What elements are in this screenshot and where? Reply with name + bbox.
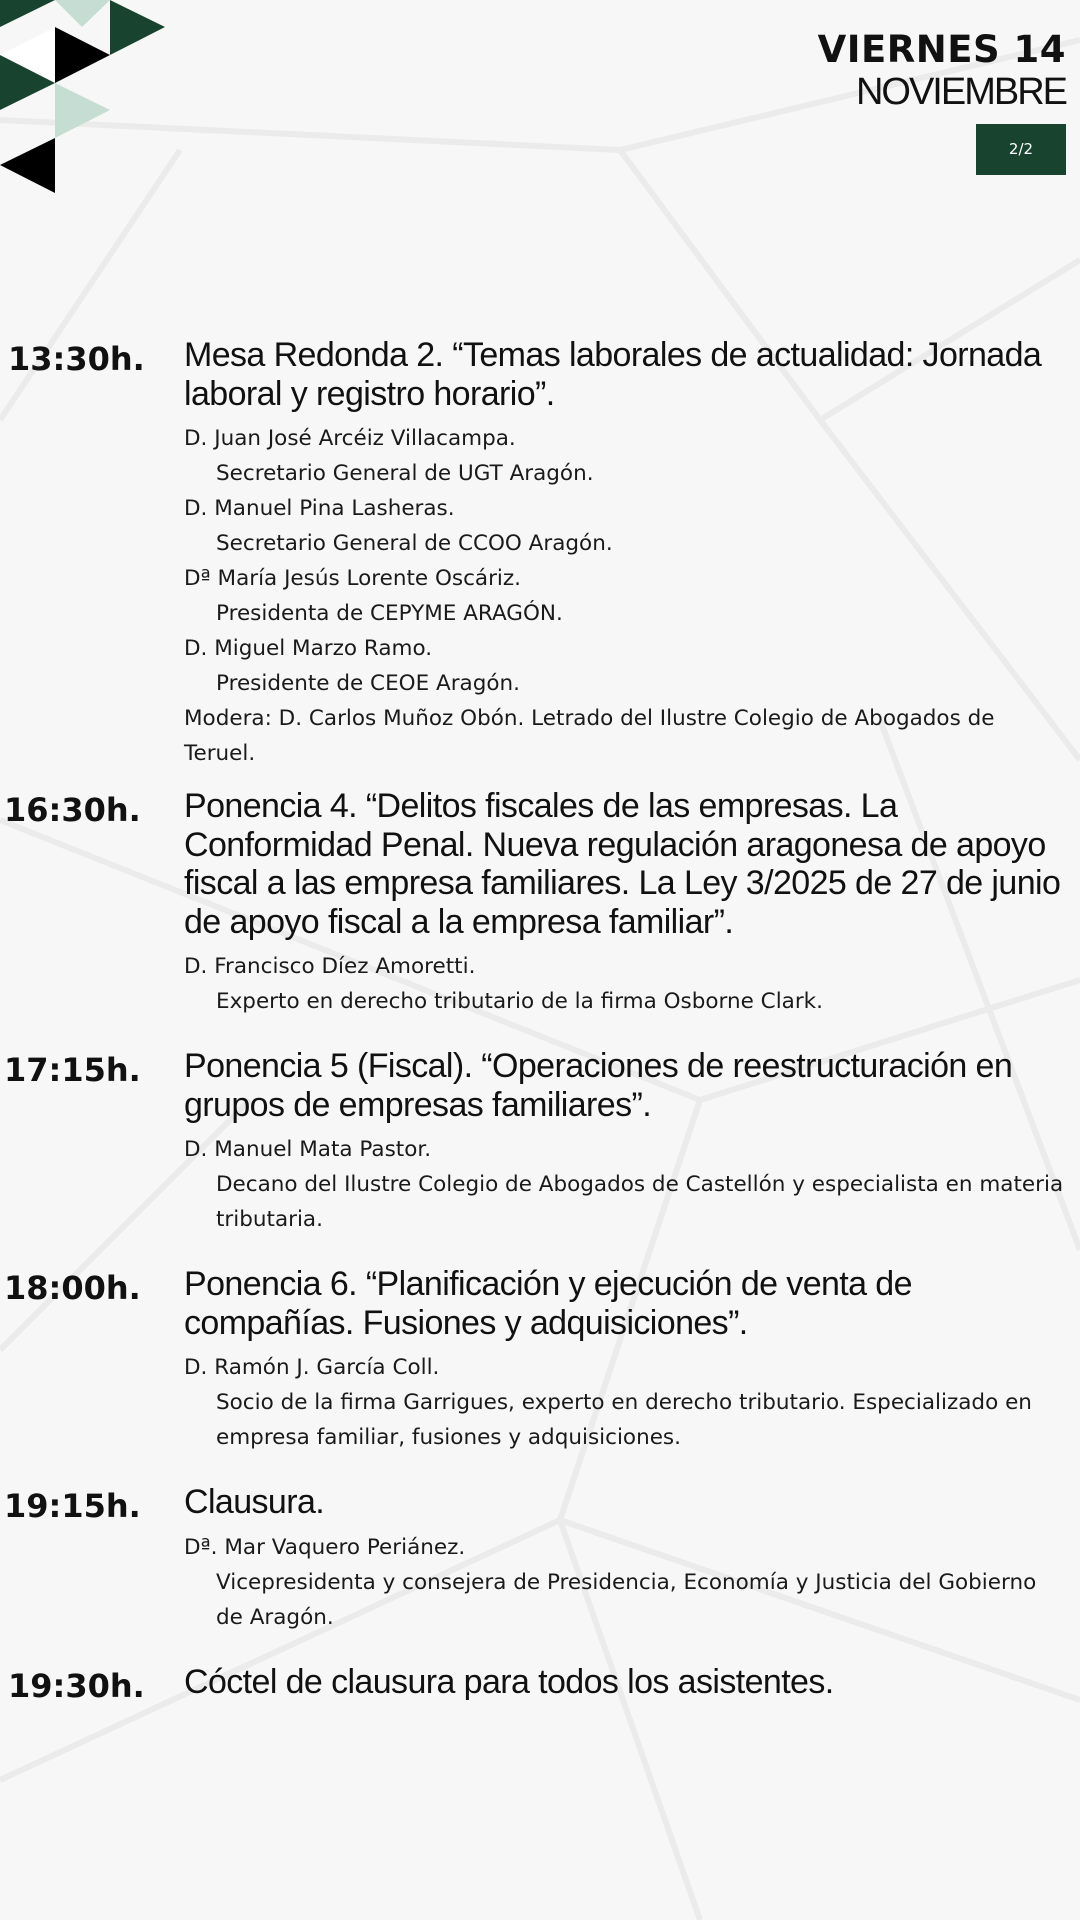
speaker-role: Socio de la firma Garrigues, experto en derecho tributario. Especializado en empresa familiar, fusiones y adquisiciones. <box>216 1390 1032 1450</box>
agenda-item <box>0 1047 1080 1237</box>
triangle-1 <box>0 0 55 27</box>
triangle-2 <box>55 0 110 27</box>
date-header <box>818 28 1066 112</box>
session-time: 17:15h. <box>4 1051 141 1089</box>
agenda-item <box>0 336 1080 771</box>
speaker-role: Presidente de CEOE Aragón. <box>216 671 520 696</box>
session-time: 19:15h. <box>4 1487 141 1525</box>
session-title: Ponencia 6. “Planificación y ejecución de venta de compañías. Fusiones y adquisiciones”. <box>184 1265 912 1342</box>
triangle-8 <box>0 138 55 193</box>
triangle-pattern-logo <box>0 0 170 200</box>
agenda-list <box>0 336 1080 1729</box>
speaker-name: D. Ramón J. García Coll. <box>184 1355 440 1380</box>
speaker-role: Presidenta de CEPYME ARAGÓN. <box>216 601 563 626</box>
triangle-7 <box>55 83 110 138</box>
date-day: VIERNES 14 <box>817 28 1066 71</box>
agenda-item <box>0 1483 1080 1635</box>
date-month: NOVIEMBRE <box>855 71 1066 113</box>
speaker-name: D. Manuel Pina Lasheras. <box>184 496 455 521</box>
session-time: 16:30h. <box>4 791 141 829</box>
speaker-role: Decano del Ilustre Colegio de Abogados de Castellón y especialista en materia tributaria. <box>216 1172 1064 1232</box>
session-title: Mesa Redonda 2. “Temas laborales de actualidad: Jornada laboral y registro horario”. <box>184 336 1042 413</box>
moderator-text: Modera: D. Carlos Muñoz Obón. Letrado del Ilustre Colegio de Abogados de Teruel. <box>184 706 995 766</box>
speaker-name: Dª. Mar Vaquero Periánez. <box>184 1534 466 1560</box>
session-title: Clausura. <box>184 1483 325 1521</box>
speaker-role: Vicepresidenta y consejera de Presidencia, Economía y Justicia del Gobierno de Aragón. <box>216 1569 1037 1630</box>
speaker-name: Dª María Jesús Lorente Oscáriz. <box>184 566 522 591</box>
agenda-item <box>0 787 1080 1019</box>
speaker-name: D. Juan José Arcéiz Villacampa. <box>184 426 516 451</box>
speaker-role: Secretario General de UGT Aragón. <box>216 461 594 486</box>
agenda-item <box>0 1265 1080 1455</box>
session-title: Ponencia 5 (Fiscal). “Operaciones de reestructuración en grupos de empresas familiares”. <box>184 1047 1013 1124</box>
triangle-5 <box>55 27 110 83</box>
agenda-item <box>0 1662 1080 1705</box>
session-title: Cóctel de clausura para todos los asistentes. <box>184 1662 834 1701</box>
session-time: 19:30h. <box>8 1666 145 1705</box>
session-time: 18:00h. <box>4 1269 141 1307</box>
speaker-name: D. Francisco Díez Amoretti. <box>184 954 476 979</box>
speaker-name: D. Miguel Marzo Ramo. <box>184 636 433 661</box>
session-time: 13:30h. <box>8 340 145 378</box>
triangle-3 <box>110 0 165 55</box>
speaker-name: D. Manuel Mata Pastor. <box>184 1137 432 1162</box>
speaker-role: Secretario General de CCOO Aragón. <box>216 531 613 556</box>
page-indicator-badge: 2/2 <box>976 124 1066 175</box>
speaker-role: Experto en derecho tributario de la firma Osborne Clark. <box>216 989 823 1014</box>
session-title: Ponencia 4. “Delitos fiscales de las empresas. La Conformidad Penal. Nueva regulación aragonesa de apoyo fiscal a las empresa familiares. La Ley 3/2025 de 27 de junio de apoyo fiscal a la empresa familiar”. <box>184 787 1061 941</box>
